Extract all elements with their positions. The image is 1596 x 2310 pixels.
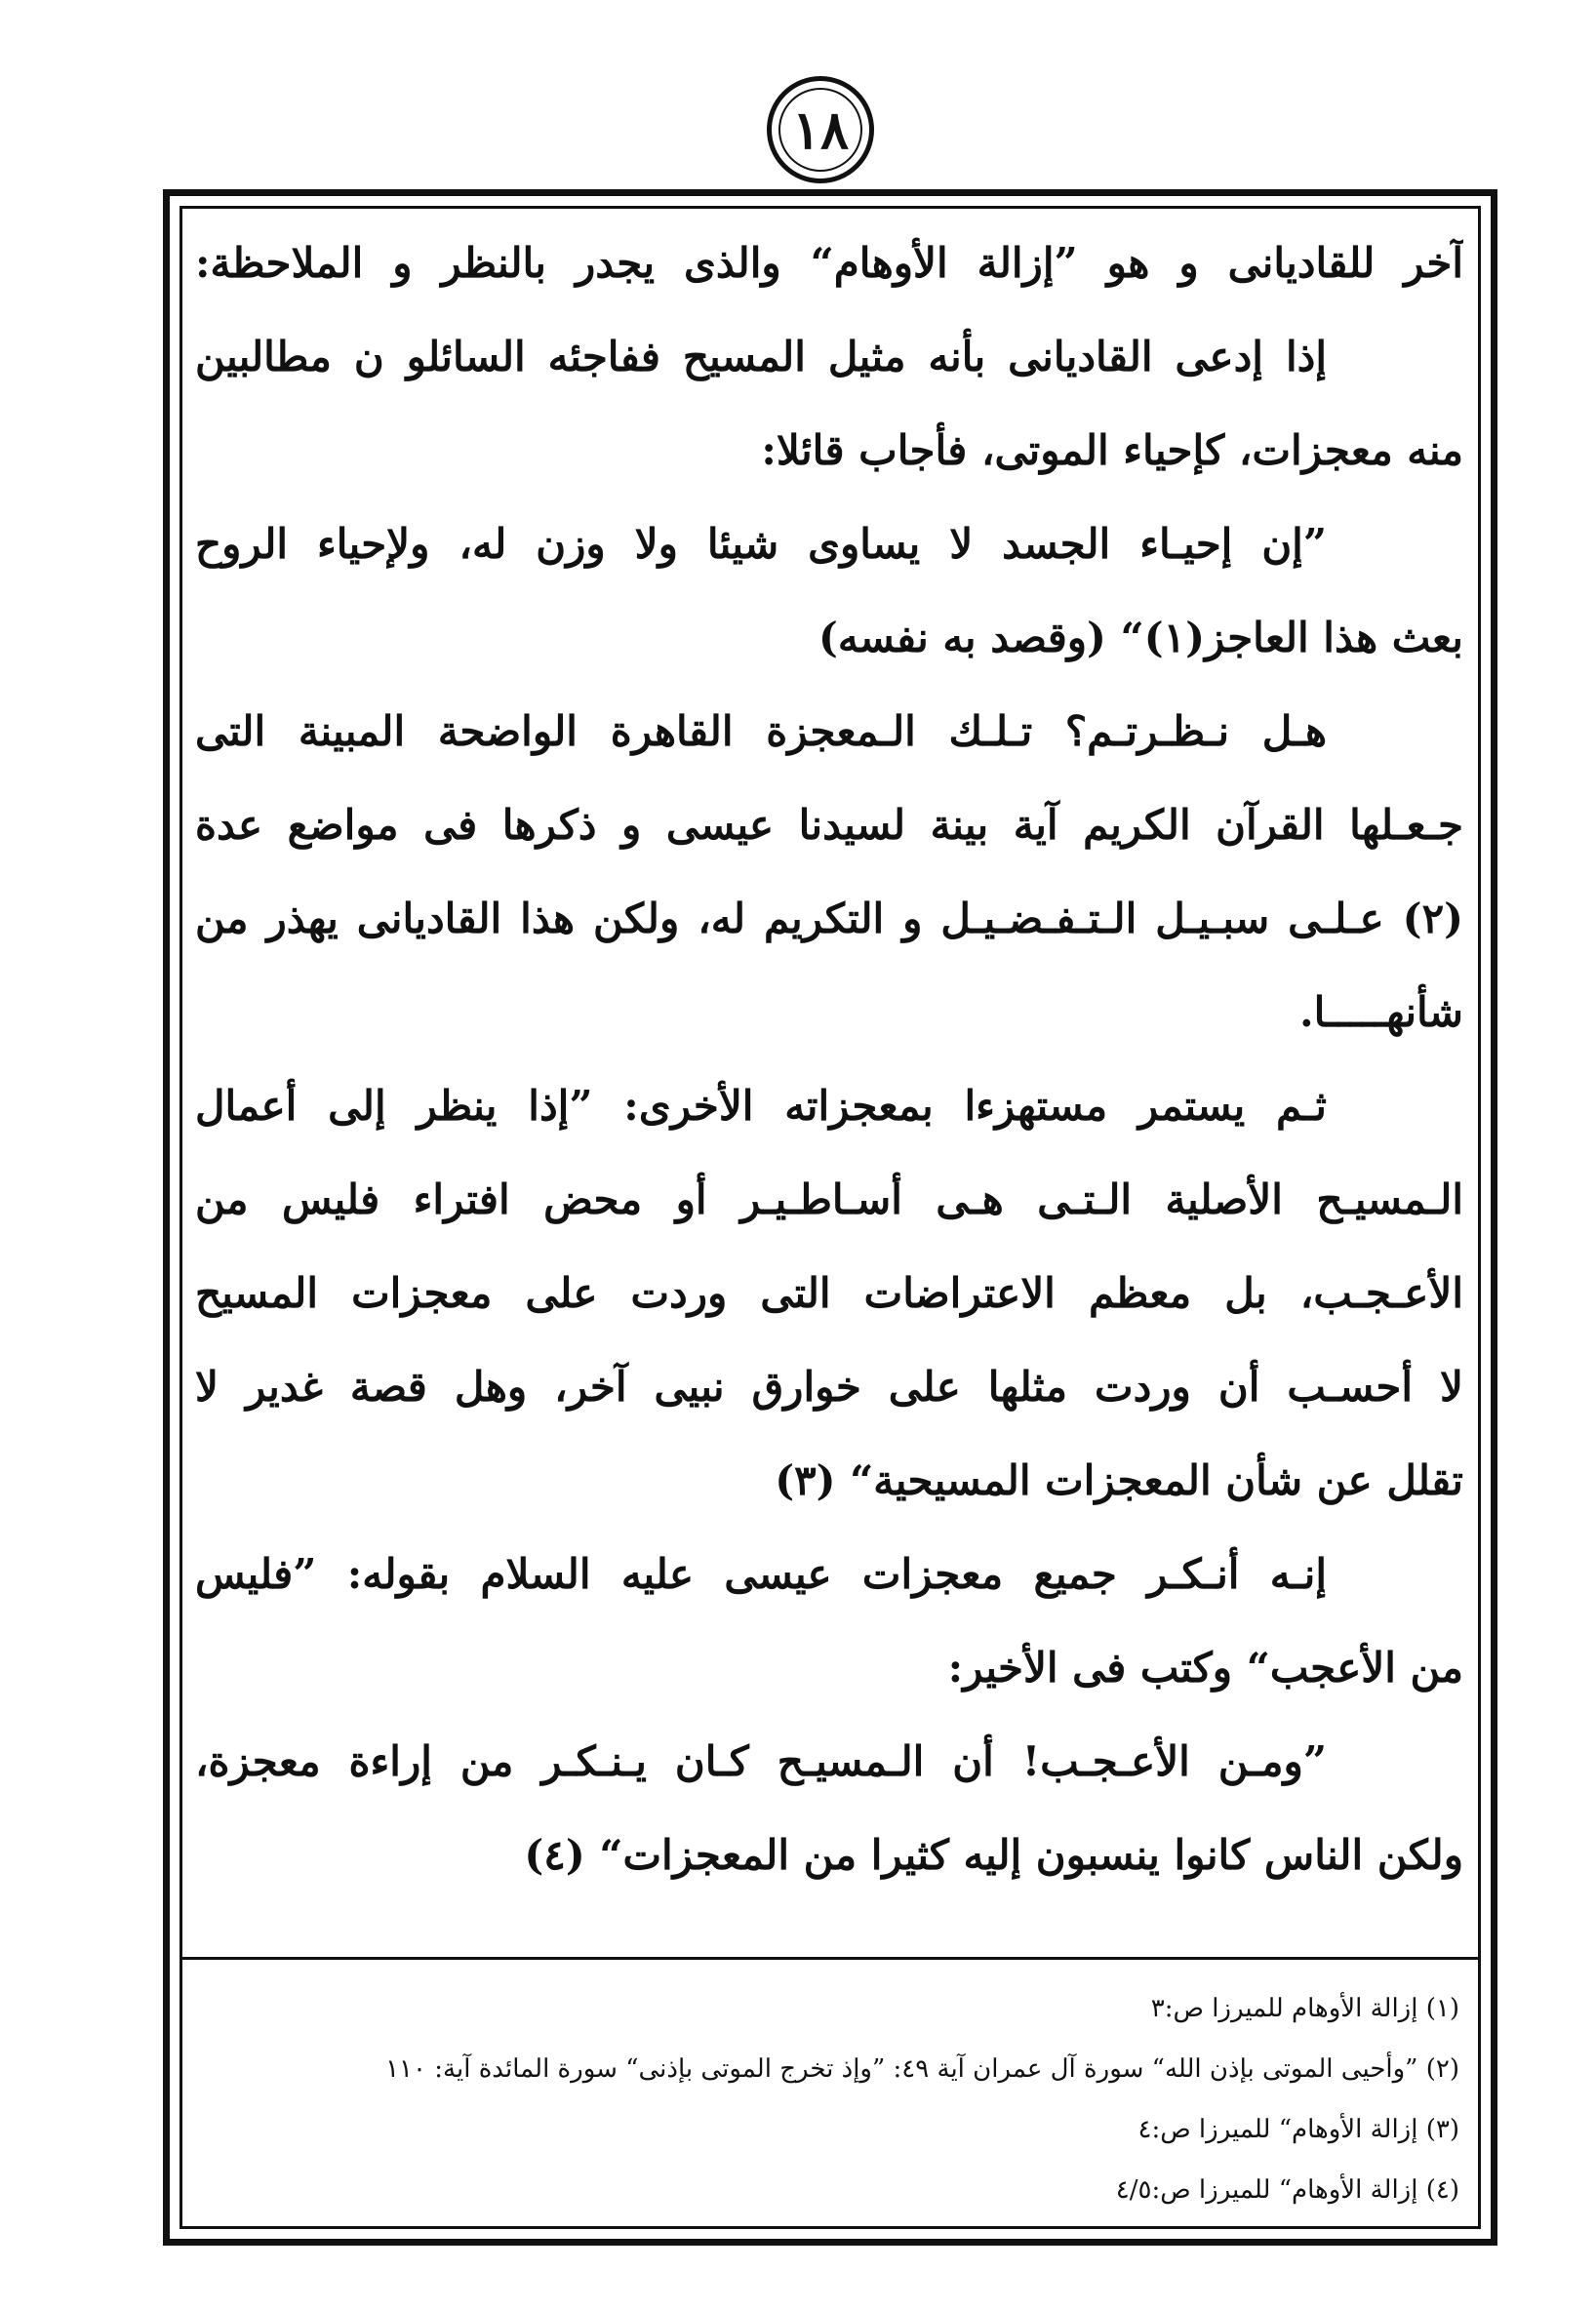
text-line: ”إن إحيـاء الجسد لا يساوى شيئا ولا وزن له، ولإحياء الروح <box>195 520 1327 568</box>
text-line: الأعـجـب، بل معظم الاعتراضات التى وردت على معجزات المسيح <box>195 1269 1463 1317</box>
text-line: ثـم يستمر مستهزءا بمعجزاته الأخرى: ”إذا ينظر إلى أعمال <box>195 1082 1327 1130</box>
footnote: (١) إزالة الأوهام للميرزا ص:٣ <box>1150 1994 1459 2023</box>
text-line: شأنهـــــا. <box>1299 988 1463 1036</box>
footnote: (٤) إزالة الأوهام“ للميرزا ص:٤/٥ <box>1115 2175 1459 2205</box>
text-line: بعث هذا العاجز(١)“ (وقصد به نفسه) <box>818 614 1463 661</box>
text-line: تقلل عن شأن المعجزات المسيحية“ (٣) <box>775 1456 1463 1504</box>
text-line: منه معجزات، كإحياء الموتى، فأجاب قائلا: <box>761 426 1463 474</box>
main-text <box>195 217 1463 1902</box>
text-line: ولكن الناس كانوا ينسبون إليه كثيرا من المعجزات“ (٤) <box>524 1831 1463 1879</box>
text-line: (٢) عـلـى سبـيـل الـتـفـضـيـل و التكريم له، ولكن هذا القاديانى يهذر من <box>195 895 1463 942</box>
footnote-divider <box>180 1957 1481 1960</box>
text-line: آخر للقاديانى و هو ”إزالة الأوهام“ والذى يجدر بالنظر و الملاحظة: <box>195 239 1463 287</box>
text-line: جـعـلها القرآن الكريم آية بينة لسيدنا عيسى و ذكرها فى مواضع عدة <box>195 801 1463 849</box>
footnotes <box>215 1978 1459 2220</box>
page-number: ١٨ <box>791 99 849 161</box>
text-line: لا أحسـب أن وردت مثلها على خوارق نبيى آخر، وهل قصة غدير لا <box>195 1363 1463 1411</box>
text-line: الـمسيـح الأصلية الـتـى هـى أسـاطـيـر أو محض افتراء فليس من <box>195 1175 1463 1223</box>
footnote: (٣) إزالة الأوهام“ للميرزا ص:٤ <box>1137 2115 1459 2144</box>
text-line: ”ومـن الأعـجـب! أن الـمسيـح كـان يـنـكـر من إراءة معجزة، <box>195 1737 1327 1785</box>
text-line: من الأعجب“ وكتب فى الأخير: <box>947 1644 1463 1692</box>
text-line: إنـه أنـكـر جميع معجزات عيسى عليه السلام بقوله: ”فليس <box>195 1550 1327 1598</box>
page-number-badge <box>767 76 874 183</box>
text-line: هـل نـظـرتـم؟ تـلـك الـمعجزة القاهرة الواضحة المبينة التى <box>195 707 1327 755</box>
footnote: (٢) ”وأحيى الموتى بإذن الله“ سورة آل عمران آية ٤٩: ”وإذ تخرج الموتى بإذنى“ سورة المائدة آية: ١١٠ <box>385 2054 1459 2084</box>
text-line: إذا إدعى القاديانى بأنه مثيل المسيح ففاجئه السائلو ن مطالبين <box>195 333 1327 380</box>
